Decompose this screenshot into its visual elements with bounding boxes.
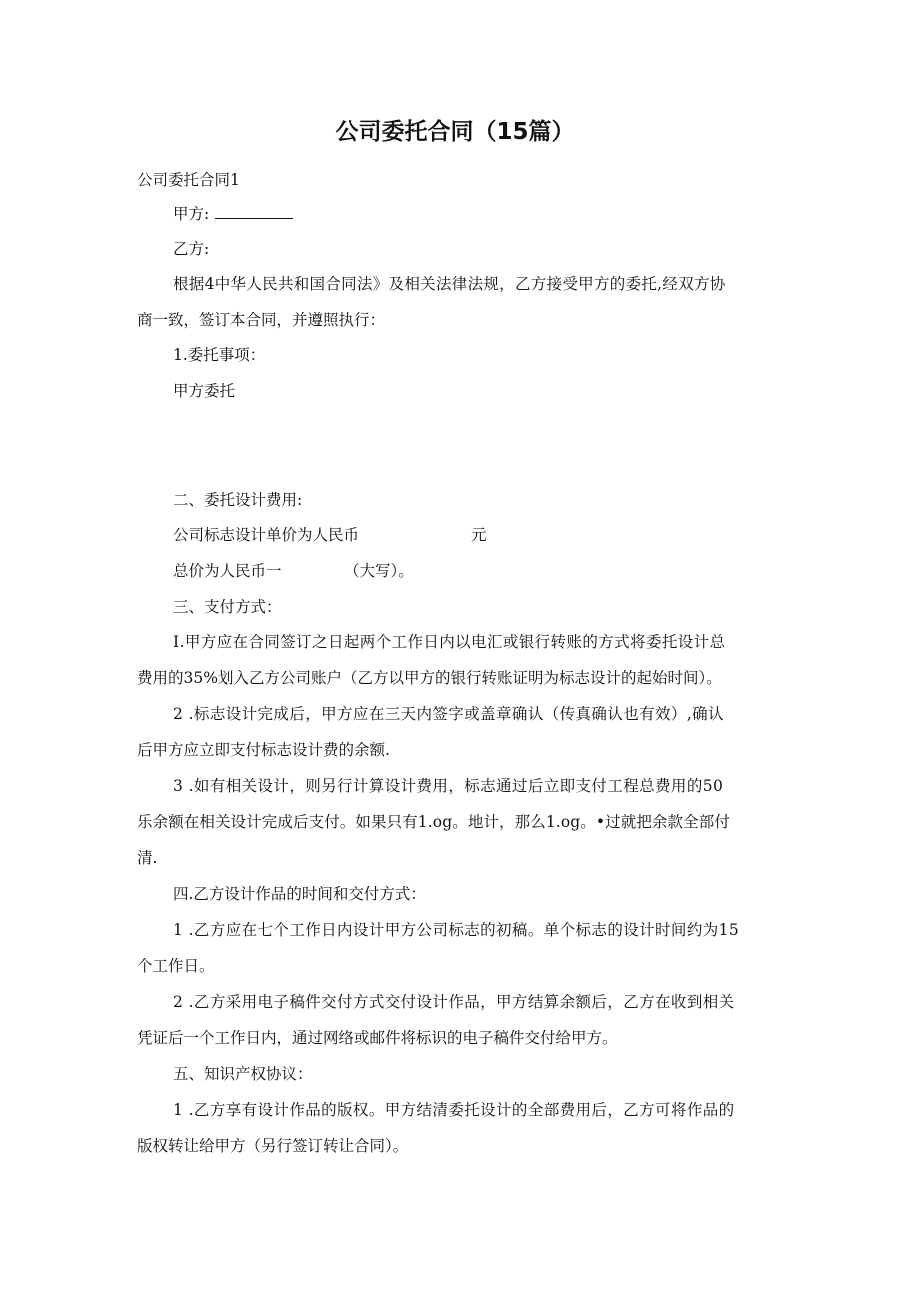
fee-unit-price: 公司标志设计单价为人民币 <box>173 526 360 544</box>
preamble-line-1: 根据4中华人民共和国合同法》及相关法律法规，乙方接受甲方的委托,经双方协 <box>173 275 726 293</box>
party-b-label: 乙方: <box>173 240 210 258</box>
party-a-blank <box>215 204 293 219</box>
payment-2-line-2: 后甲方应立即支付标志设计费的余额. <box>137 741 390 759</box>
delivery-1-line-1: 1 .乙方应在七个工作日内设计甲方公司标志的初稿。单个标志的设计时间约为15 <box>173 921 740 939</box>
payment-1-line-1: I.甲方应在合同签订之日起两个工作日内以电汇或银行转账的方式将委托设计总 <box>173 633 726 651</box>
payment-2-line-1: 2 .标志设计完成后，甲方应在三天内签字或盖章确认（传真确认也有效）,确认 <box>173 705 724 723</box>
item5-heading: 五、知识产权协议： <box>173 1065 313 1083</box>
payment-3-line-2: 乐余额在相关设计完成后支付。如果只有1.og。地计，那么1.og。•过就把余款全部付 <box>137 813 730 831</box>
fee-total-caps: （大写）。 <box>344 562 414 580</box>
item1-heading: 1.委托事项： <box>173 346 266 364</box>
item2-heading: 二、委托设计费用: <box>173 491 303 509</box>
item1-text: 甲方委托 <box>173 382 236 400</box>
preamble-line-2: 商一致，签订本合同，并遵照执行： <box>137 311 386 329</box>
document-title: 公司委托合同（15篇） <box>335 119 575 145</box>
payment-1-line-2: 费用的35%划入乙方公司账户（乙方以甲方的银行转账证明为标志设计的起始时间）。 <box>137 669 722 687</box>
delivery-2-line-2: 凭证后一个工作日内，通过网络或邮件将标识的电子稿件交付给甲方。 <box>137 1029 618 1047</box>
party-a-label: 甲方: <box>173 205 210 223</box>
item3-heading: 三、支付方式： <box>173 598 282 616</box>
payment-3-line-1: 3 .如有相关设计，则另行计算设计费用，标志通过后立即支付工程总费用的50 <box>173 777 724 795</box>
payment-3-line-3: 清. <box>137 849 158 867</box>
delivery-1-line-2: 个工作日。 <box>137 957 215 975</box>
fee-total: 总价为人民币一 <box>173 562 282 580</box>
ip-1-line-2: 版权转让给甲方（另行签订转让合同）。 <box>137 1137 409 1155</box>
section-heading: 公司委托合同1 <box>137 171 240 189</box>
delivery-2-line-1: 2 .乙方采用电子稿件交付方式交付设计作品，甲方结算余额后，乙方在收到相关 <box>173 993 735 1011</box>
fee-unit: 元 <box>471 526 487 544</box>
party-a-line <box>173 204 293 224</box>
item4-heading: 四.乙方设计作品的时间和交付方式： <box>173 885 426 903</box>
ip-1-line-1: 1 .乙方享有设计作品的版权。甲方结清委托设计的全部费用后，乙方可将作品的 <box>173 1101 735 1119</box>
